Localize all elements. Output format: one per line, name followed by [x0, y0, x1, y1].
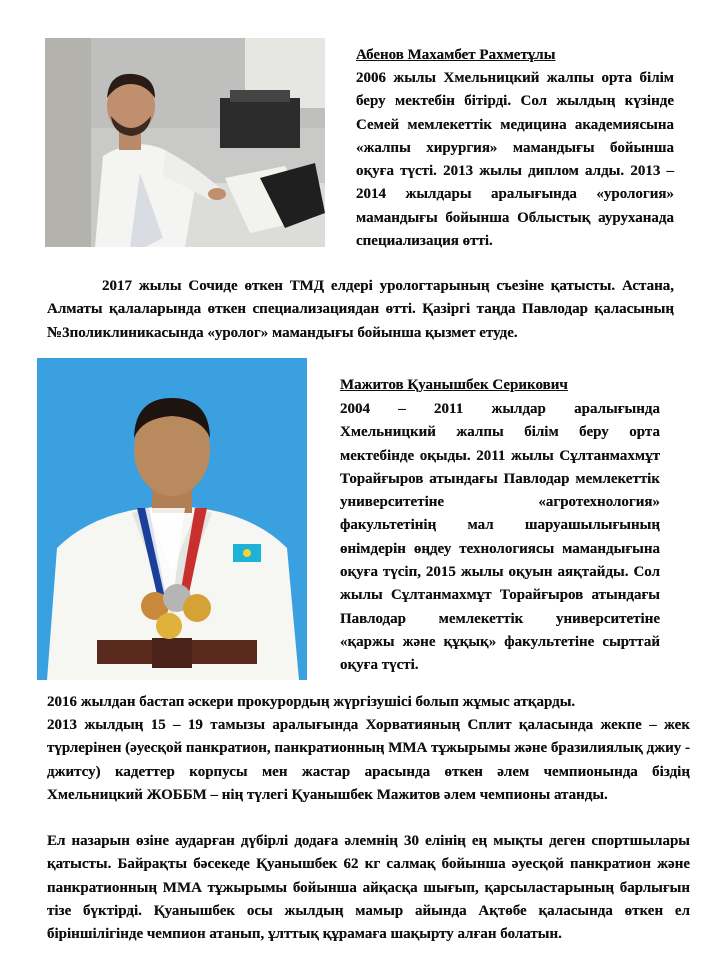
- person2-bio-full-2: 2013 жылдың 15 – 19 тамызы аралығында Хорватияның Сплит қаласында жекпе – жек түрлерінен (әуесқой панкратион, панкратионның ММА тұжырымы және бразилиялық джиу - джитсу) кадеттер корпусы мен жастар арасында өткен әлем чемпионында біздің Хмельницкий ЖОББМ – нің түлегі Қуанышбек Мажитов әлем чемпионы атанды.: [47, 717, 690, 803]
- person1-bio-top: 2006 жылы Хмельницкий жалпы орта білім беру мектебін бітірді. Сол жылдың күзінде Семей мемлекеттік медицина академиясына «жалпы хирургия» мамандығы бойынша оқуға түсті. 2013 жылы диплом алды. 2013 – 2014 жылдары аралығында «урология» мамандығы бойынша Облыстық ауруханада специализация өтті.: [356, 70, 674, 250]
- person2-bio-full-1: 2016 жылдан бастап әскери прокурордың жүргізушісі болып жұмыс атқарды.: [47, 694, 576, 710]
- athlete-photo-illustration: [37, 358, 307, 680]
- person1-bio-full: 2017 жылы Сочиде өткен ТМД елдері урологтарының съезіне қатысты. Астана, Алматы қалаларында өткен специализациядан өтті. Қазіргі таңда Павлодар қаласының №3поликлиникасында «уролог» мамандығы бойынша қызмет етуде.: [47, 278, 674, 341]
- person1-photo: [45, 38, 325, 247]
- person1-name: Абенов Махамбет Рахметұлы: [356, 47, 556, 63]
- person2-photo: [37, 358, 307, 680]
- person2-name: Мажитов Қуанышбек Серикович: [340, 377, 568, 393]
- person2-bio-full-3: Ел назарын өзіне аударған дүбірлі додаға әлемнің 30 елінің ең мықты деген спортшылары қатысты. Байрақты бәсекеде Қуанышбек 62 кг салмақ бойынша әуесқой панкратион және панкратионның ММА тұжырымы бойынша айқасқа шығып, қарсыластарының барлығын тізе бүктірді. Қуанышбек осы жылдың мамыр айында Ақтөбе қаласында өткен ел біріншілігінде чемпион атанып, ұлттық құрамаға шақырту алған болатын.: [47, 833, 690, 943]
- person2-bio-top: 2004 – 2011 жылдар аралығында Хмельницкий жалпы білім беру орта мектебінде оқыды. 2011 жылы Сұлтанмахмұт Торайғыров атындағы Павлодар мемлекеттік университетіне «агротехнология» факультетінің мал шаруашылығының өнімдерін өңдеу технологиясы мамандығына оқуға түсіп, 2015 жылы оқуын аяқтайды. Сол жылы Сұлтанмахмұт Торайғыров атындағы Павлодар мемлекеттік университетіне «қаржы және құқық» факультетіне сырттай оқуға түсті.: [340, 401, 660, 674]
- doctor-photo-illustration: [45, 38, 325, 247]
